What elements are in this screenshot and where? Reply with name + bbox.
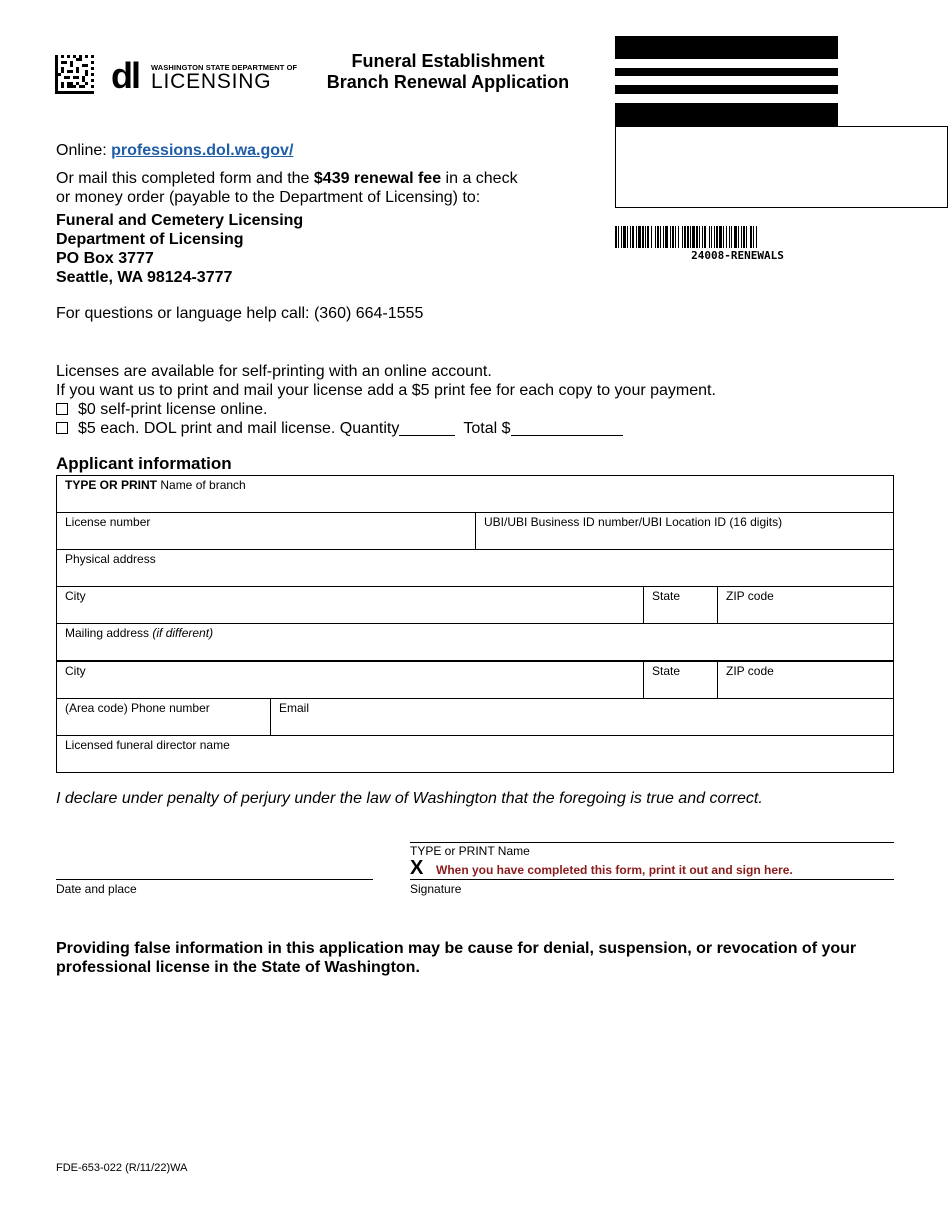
print-line-1: Licenses are available for self-printing with an online account. [56,363,492,380]
sign-hint: When you have completed this form, print it out and sign here. [436,863,793,877]
redaction-bar [615,68,838,76]
mailing-address-label: Mailing address [65,626,153,640]
city-label: City [65,589,86,603]
sign-x-mark: X [410,857,424,879]
renewal-fee: $439 renewal fee [313,170,442,187]
office-use-box [615,126,948,208]
mailing-state-field[interactable] [643,661,718,699]
form-title [298,51,598,93]
option-1-label: $0 self-print license online. [78,401,268,418]
barcode-image [615,226,838,248]
phone-field[interactable] [56,698,271,736]
ubi-label: UBI/UBI Business ID number/UBI Location ID (16 digits) [484,515,783,529]
option-mail-print [56,419,716,438]
mail-line-2: or money order (payable to the Department of Licensing) to: [56,189,481,206]
redaction-bar [615,85,838,94]
total-label: Total $ [463,420,511,437]
dol-logo [111,55,298,96]
director-label: Licensed funeral director name [65,738,230,752]
ubi-field[interactable] [475,512,894,550]
print-name-line[interactable] [410,842,894,843]
if-different-note: (if different) [152,626,214,640]
zip-label: ZIP code [726,664,774,678]
print-line-2: If you want us to print and mail your license add a $5 print fee for each copy to your payment. [56,382,716,399]
branch-name-field[interactable] [56,475,894,513]
mail-post: in a check [441,170,518,187]
form-number: FDE-653-022 (R/11/22)WA [56,1162,188,1174]
logo-licensing: LICENSING [151,70,272,93]
title-line-2: Branch Renewal Application [326,72,570,92]
logo-mark: dl [111,55,139,96]
signature-line[interactable] [410,879,894,880]
barcode-text: 24008-RENEWALS [691,249,784,262]
mailing-city-field[interactable] [56,661,644,699]
quantity-field[interactable] [399,421,455,436]
declaration-text: I declare under penalty of perjury under the law of Washington that the foregoing is true and correct. [56,790,763,807]
online-label: Online: [56,142,112,159]
phone-label: (Area code) Phone number [65,701,210,715]
option-2-label: $5 each. DOL print and mail license. Quantity [78,420,400,437]
date-place-label: Date and place [56,882,137,896]
license-number-label: License number [65,515,151,529]
redaction-bar [615,36,838,59]
physical-address-field[interactable] [56,549,894,587]
director-name-field[interactable] [56,735,894,773]
city-field[interactable] [56,586,644,624]
email-field[interactable] [270,698,894,736]
address-line: Department of Licensing [56,231,244,248]
state-label: State [652,589,681,603]
signature-label: Signature [410,882,462,896]
mailing-address [56,211,303,287]
qr-code-image [55,55,94,94]
city-label: City [65,664,86,678]
type-or-print-label: TYPE OR PRINT [65,478,158,492]
mailing-zip-field[interactable] [717,661,894,699]
zip-field[interactable] [717,586,894,624]
print-info [56,362,716,438]
mail-instructions [56,169,518,207]
zip-label: ZIP code [726,589,774,603]
mail-print-checkbox[interactable] [56,422,68,434]
print-name-label: TYPE or PRINT Name [410,844,530,858]
option-self-print [56,400,716,419]
state-field[interactable] [643,586,718,624]
total-field[interactable] [511,421,623,436]
date-place-line[interactable] [56,879,373,880]
physical-address-label: Physical address [65,552,156,566]
online-line [56,141,293,160]
address-line: PO Box 3777 [56,250,154,267]
branch-name-label: Name of branch [157,478,246,492]
license-number-field[interactable] [56,512,476,550]
state-label: State [652,664,681,678]
mail-pre: Or mail this completed form and the [56,170,314,187]
logo-agency-line: WASHINGTON STATE DEPARTMENT OF [151,63,298,72]
self-print-checkbox[interactable] [56,403,68,415]
title-line-1: Funeral Establishment [351,51,545,71]
mailing-address-field[interactable] [56,623,894,661]
questions-line: For questions or language help call: (360) 664-1555 [56,305,424,322]
online-link[interactable]: professions.dol.wa.gov/ [111,142,294,159]
redaction-bar [615,103,838,126]
warning-text: Providing false information in this application may be cause for denial, suspension, or revocation of your professional license in the State of Washington. [56,940,857,976]
section-title: Applicant information [56,454,232,473]
address-line: Funeral and Cemetery Licensing [56,212,304,229]
email-label: Email [279,701,310,715]
address-line: Seattle, WA 98124-3777 [56,269,233,286]
